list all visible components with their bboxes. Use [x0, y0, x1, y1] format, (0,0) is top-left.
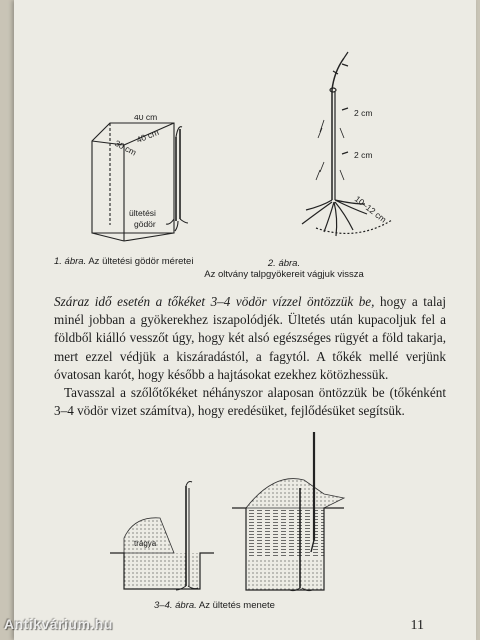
- fig2-caption-num: 2. ábra.: [267, 258, 301, 269]
- paragraph-1-rest: hogy a talaj minél jobban a gyökerekhez iszapolódjék. Ültetés után kupacoljuk fel a földből kiálló vesszőt úgy, hogy két alsó egészséges rügyét a föld takarja, mert ezzel védjük a kiszáradástól, a fagytól. A tőkék mellé verjünk óvatosan karót, hogy később a hajtásokat ezekhez kötözhessük.: [54, 294, 446, 382]
- fig1-caption-text: Az ültetési gödör méretei: [88, 256, 194, 267]
- fig34-caption-text: Az ültetés menete: [198, 600, 275, 611]
- fig1-label-top: 40 cm: [134, 115, 158, 122]
- figure-3-4-planting-process: [104, 428, 364, 596]
- paragraph-1-italic: Száraz idő esetén a tőkéket 3–4 vödör vízzel öntözzük be,: [54, 294, 375, 309]
- body-text: [54, 293, 446, 420]
- figure-1-planting-pit: [74, 115, 224, 255]
- fig1-label-inside-2: gödör: [134, 219, 156, 229]
- fig2-label-c: 10–12 cm: [352, 193, 389, 225]
- fig2-caption-text: Az oltvány talpgyökereit vágjuk vissza: [204, 269, 364, 280]
- fig1-caption-num: 1. ábra.: [54, 256, 87, 267]
- figure-2-caption: [204, 258, 364, 280]
- watermark: Antikvárium.hu: [4, 616, 113, 632]
- fig1-label-inside-1: ültetési: [129, 208, 156, 218]
- figure-3-4-caption: [154, 600, 275, 611]
- fig1-label-diag2: 40 cm: [135, 126, 161, 145]
- paragraph-2: Tavasszal a szőlőtőkéket néhányszor alaposan öntözzük be (tőkénként 3–4 vödör vizet számítva), hogy eredésüket, fejlődésüket segítsük.: [54, 385, 446, 419]
- fig2-label-b: 2 cm: [354, 150, 373, 160]
- figure-2-root-trimming: [276, 50, 406, 255]
- figure-1-caption: [54, 256, 193, 267]
- fig34-caption-num: 3–4. ábra.: [154, 600, 197, 611]
- fig1-label-diag1: 30 cm: [113, 137, 139, 158]
- fig2-label-a: 2 cm: [354, 108, 373, 118]
- page-number: 11: [410, 618, 424, 633]
- book-page: [14, 0, 476, 640]
- fig34-label-fertilizer: trágya: [134, 539, 157, 548]
- paragraph-1: [54, 293, 446, 384]
